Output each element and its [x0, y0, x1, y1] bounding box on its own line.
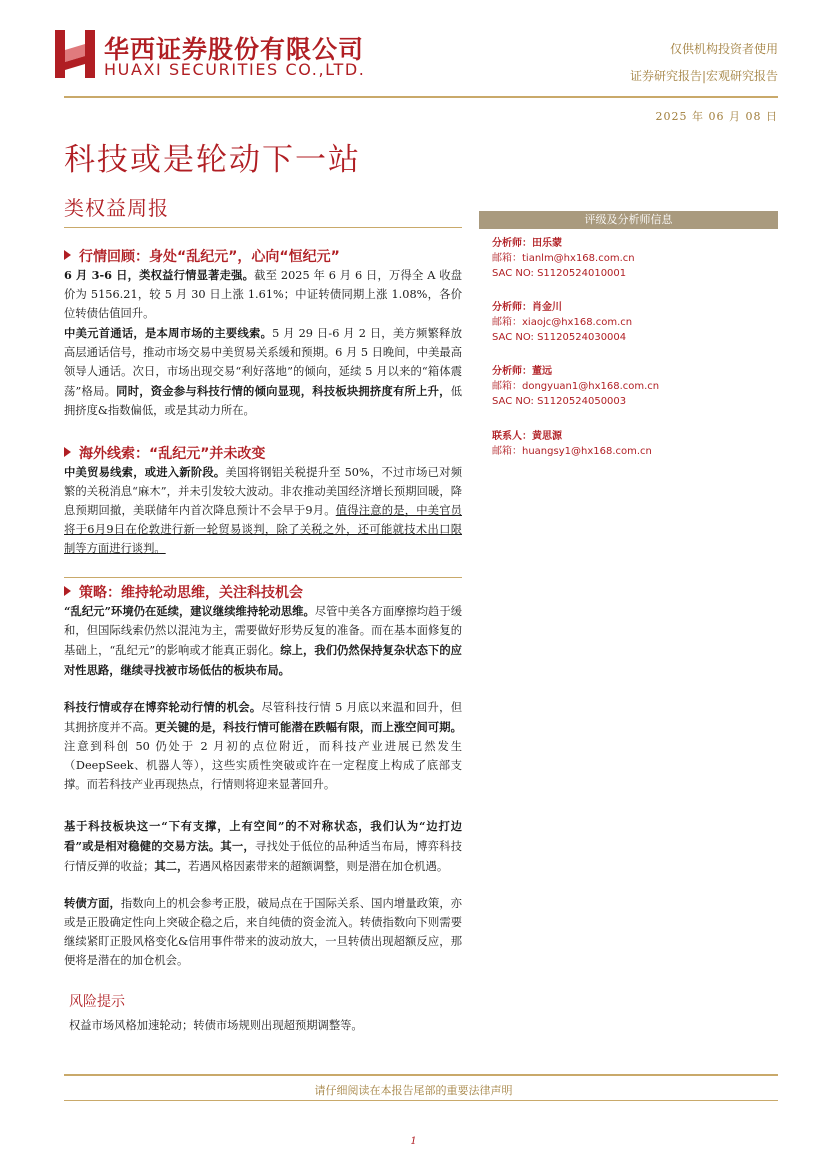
footer-divider [64, 1100, 778, 1101]
header-divider [64, 96, 778, 98]
analyst-sac: SAC NO: S1120524010001 [492, 268, 627, 279]
body-text: 尽管中美各方面摩擦均趋于缓和，但国际线索仍然以混沌为主，需要做好形势反复的准备。而在基本面修复的基础上，“乱纪元”的影响或才能真正弱化。 [64, 605, 462, 657]
paragraph [64, 817, 462, 877]
audience-note: 仅供机构投资者使用 [669, 42, 778, 56]
section-heading [64, 582, 303, 602]
triangle-bullet-icon [64, 447, 71, 457]
report-type: 证券研究报告|宏观研究报告 [629, 69, 778, 83]
subtitle-divider [64, 227, 462, 228]
analyst-card [492, 364, 659, 409]
body-text: 寻找处于低位的品种适当布局，博弈科技行情反弹的收益； [64, 839, 462, 873]
lead-bold: 转债方面， [64, 896, 121, 910]
risk-title: 风险提示 [69, 994, 125, 1010]
analyst-name: 分析师：董远 [492, 366, 552, 377]
underlined-text: 值得注意的是，中美官员将于6月9日在伦敦进行新一轮贸易谈判，除了关税之外，还可能就技术出口限制等方面进行谈判。 [64, 503, 462, 555]
body-text: 截至 2025 年 6 月 6 日，万得全 A 收盘价为 5156.21，较 5 月 30 日上涨 1.61%；中证转债同期上涨 1.08%，各价位转债估值回升。 [64, 269, 462, 320]
contact-card [492, 429, 652, 459]
lead-bold: 科技行情或存在博弈轮动行情的机会。 [64, 700, 262, 714]
paragraph [64, 894, 462, 971]
body-text: 注意到科创 50 仍处于 2 月初的点位附近，而科技产业进展已然发生（DeepSeek、机器人等），这些实质性突破或许在一定程度上构成了底部支撑。而若科技产业再现热点，行情则将迎来显著回升。 [64, 739, 462, 791]
paragraph [64, 266, 462, 324]
analyst-card [492, 236, 635, 281]
body-text: 指数向上的机会参考正股，破局点在于国际关系、国内增量政策，亦或是正股确定性向上突破企稳之后，来自纯债的资金流入。转债指数向下则需要继续紧盯正股风格变化&信用事件带来的波动放大，一旦转债出现超额反应，那便将是潜在的加仓机会。 [64, 897, 462, 967]
section-divider [64, 577, 462, 578]
footer-divider [64, 1074, 778, 1076]
analyst-email[interactable]: 邮箱：dongyuan1@hx168.com.cn [492, 381, 660, 392]
company-name-cn: 华西证券股份有限公司 [104, 35, 365, 64]
risk-text: 权益市场风格加速轮动；转债市场规则出现超预期调整等。 [69, 1019, 363, 1032]
section-heading-text: 海外线索：“乱纪元”并未改变 [79, 446, 266, 462]
emphasis-bold: 更关键的是，科技行情可能潜在跌幅有限，而上涨空间可期。 [154, 719, 462, 734]
lead-bold: 中美贸易线索，或进入新阶段。 [64, 465, 226, 479]
report-subtitle: 类权益周报 [64, 196, 169, 220]
section-heading [64, 443, 265, 463]
emphasis-bold: 同时，资金参与科技行情的倾向显现，科技板块拥挤度有所上升， [116, 383, 451, 398]
sidebar-header: 评级及分析师信息 [479, 211, 778, 229]
analyst-name: 分析师：田乐蒙 [492, 238, 562, 249]
analyst-sac: SAC NO: S1120524030004 [492, 332, 627, 343]
section-heading-text: 行情回顾：身处“乱纪元”，心向“恒纪元” [79, 249, 340, 265]
lead-bold: 基于科技板块这一“下有支撑，上有空间”的不对称状态，我们认为“边打边看”或是相对稳健的交易方法。其一， [64, 819, 462, 853]
analyst-email[interactable]: 邮箱：xiaojc@hx168.com.cn [492, 317, 633, 328]
contact-email[interactable]: 邮箱：huangsy1@hx168.com.cn [492, 446, 652, 457]
analyst-name: 分析师：肖金川 [492, 302, 562, 313]
contact-name: 联系人：黄思源 [492, 431, 562, 442]
paragraph [64, 463, 462, 559]
paragraph [64, 602, 462, 681]
report-date: 2025 年 06 月 08 日 [655, 110, 778, 123]
paragraph [64, 324, 462, 421]
lead-bold: “乱纪元”环境仍在延续，建议继续维持轮动思维。 [64, 604, 315, 618]
section-heading [64, 246, 340, 266]
analyst-sac: SAC NO: S1120524050003 [492, 396, 627, 407]
emphasis-bold: 综上，我们仍然保持复杂状态下的应对性思路，继续寻找被市场低估的板块布局。 [64, 642, 462, 677]
analyst-card [492, 300, 632, 345]
company-logo [55, 30, 95, 78]
legal-notice: 请仔细阅读在本报告尾部的重要法律声明 [314, 1084, 513, 1097]
triangle-bullet-icon [64, 586, 71, 596]
body-text: 低拥挤度&指数偏低，或是其动力所在。 [64, 384, 462, 417]
body-text: 若遇风格因素带来的超额调整，则是潜在加仓机遇。 [188, 859, 449, 873]
page-number: 1 [410, 1136, 417, 1147]
analyst-email[interactable]: 邮箱：tianlm@hx168.com.cn [492, 253, 635, 264]
paragraph [64, 698, 462, 795]
lead-bold: 6 月 3-6 日，类权益行情显著走强。 [64, 268, 255, 282]
triangle-bullet-icon [64, 250, 71, 260]
body-text: 5 月 29 日-6 月 2 日，美方频繁释放高层通话信号，推动市场交易中美贸易关系缓和预期。6 月 5 日晚间，中美最高领导人通话。次日，市场出现交易“利好落地”的倾向，延续 5 月以来的“箱体震荡”格局。 [64, 327, 462, 398]
emphasis-bold: 其二， [154, 858, 189, 873]
body-text: 尽管科技行情 5 月底以来温和回升，但其拥挤度并不高。 [64, 701, 462, 734]
body-text: 美国将钢铝关税提升至 50%，不过市场已对频繁的关税消息“麻木”，并未引发较大波动。非农推动美国经济增长预期回暖，降息预期回撤，美联储年内首次降息预计不会早于9月。 [64, 466, 462, 517]
report-title: 科技或是轮动下一站 [64, 142, 361, 178]
company-name-en: HUAXI SECURITIES CO.,LTD. [104, 60, 366, 79]
section-heading-text: 策略：维持轮动思维，关注科技机会 [79, 585, 303, 601]
lead-bold: 中美元首通话，是本周市场的主要线索。 [64, 326, 273, 340]
